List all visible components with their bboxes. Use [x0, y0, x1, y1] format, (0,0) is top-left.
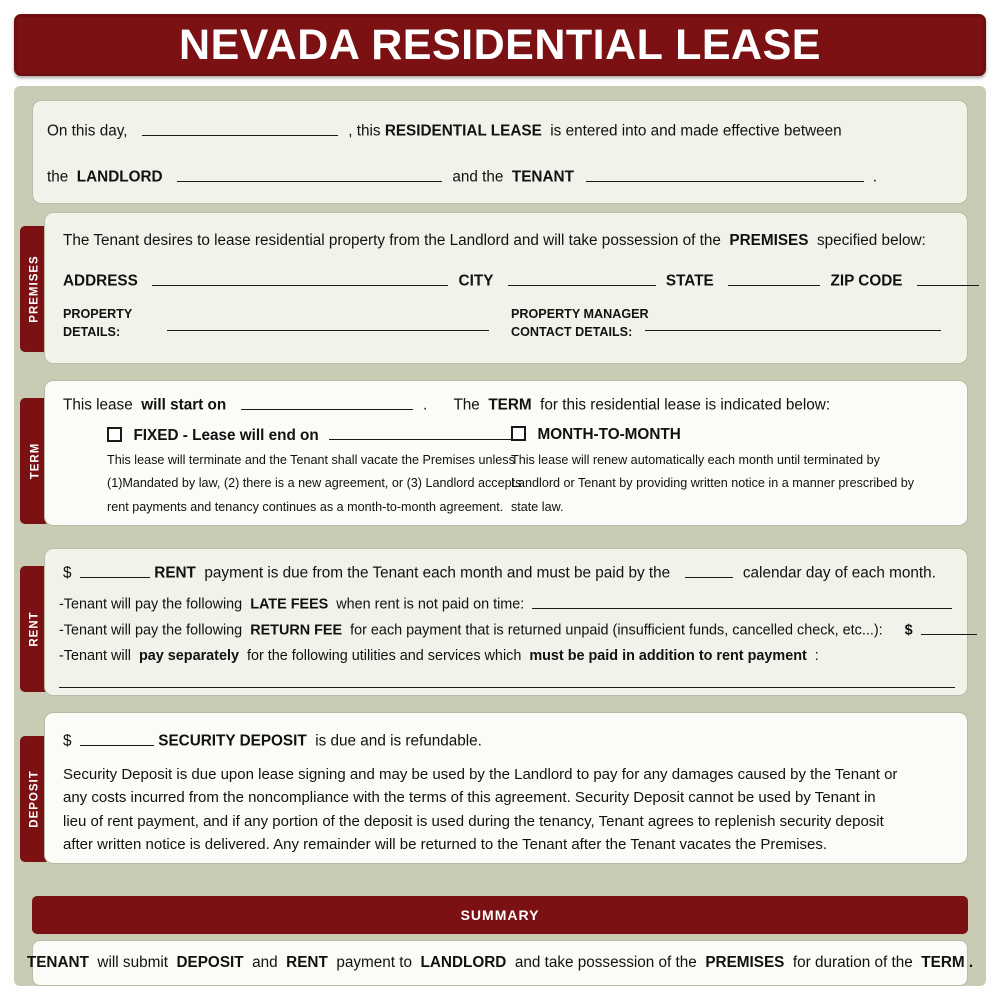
- term-word: TERM: [488, 396, 536, 414]
- rent-word: RENT: [154, 564, 201, 582]
- tenant-name-field[interactable]: [586, 167, 864, 182]
- utilities-mid: for the following utilities and services which: [246, 648, 526, 664]
- summary-bar: [32, 896, 968, 934]
- address-label: ADDRESS: [63, 272, 143, 290]
- rent-text-1: payment is due from the Tenant each month and must be paid by the: [204, 564, 675, 582]
- intro-card: [32, 100, 968, 204]
- premises-intro-post: specified below:: [816, 232, 931, 249]
- pay-separately-label: pay separately: [138, 648, 243, 664]
- late-fee-pre: -Tenant will pay the following: [59, 596, 247, 613]
- deposit-body-line4: after written notice is delivered. Any remainder will be returned to the Tenant after the Tenant vacates the Premises.: [63, 835, 828, 853]
- summary-card: [26, 940, 974, 986]
- premises-intro-pre: The Tenant desires to lease residential property from the Landlord and will take possession of the: [63, 232, 726, 249]
- term-start-pre: This lease: [63, 396, 137, 414]
- deposit-amount-field[interactable]: [80, 731, 154, 746]
- term-card: [44, 380, 968, 526]
- term-pre: The: [453, 396, 485, 414]
- intro-pre-text: On this day,: [47, 122, 132, 140]
- summary-text-1: will submit: [97, 953, 173, 971]
- month-to-month-label: MONTH-TO-MONTH: [537, 426, 681, 443]
- premises-card: [44, 212, 968, 364]
- utilities-colon: :: [814, 648, 819, 664]
- term-start-bold: will start on: [141, 396, 231, 414]
- term-start-period: .: [422, 396, 428, 414]
- zip-label: ZIP CODE: [830, 272, 907, 290]
- summary-rent: RENT: [286, 953, 333, 971]
- zip-field[interactable]: [917, 271, 979, 286]
- intro-and-text: and the: [452, 168, 508, 186]
- late-fees-field[interactable]: [532, 595, 952, 609]
- property-details-label-line1: PROPERTY: [63, 307, 133, 321]
- state-label: STATE: [665, 272, 718, 290]
- rent-due-day-field[interactable]: [685, 563, 733, 578]
- state-field[interactable]: [728, 271, 820, 286]
- property-details-field[interactable]: [167, 330, 489, 331]
- summary-text-4: and take possession of the: [514, 953, 702, 971]
- mtm-body-line3: state law.: [511, 499, 564, 514]
- summary-tenant: TENANT: [26, 953, 94, 971]
- address-field[interactable]: [152, 271, 448, 286]
- summary-text-3: payment to: [336, 953, 417, 971]
- premises-word: PREMISES: [729, 232, 813, 249]
- tenant-label: TENANT: [511, 168, 579, 186]
- summary-bar-label: SUMMARY: [460, 907, 540, 923]
- deposit-card: [44, 712, 968, 864]
- lease-start-date-field[interactable]: [241, 395, 413, 410]
- city-field[interactable]: [508, 271, 656, 286]
- summary-period: .: [968, 953, 974, 971]
- summary-text-5: for duration of the: [792, 953, 918, 971]
- page-title: NEVADA RESIDENTIAL LEASE: [179, 20, 821, 69]
- summary-deposit: DEPOSIT: [176, 953, 248, 971]
- residential-lease-label: RESIDENTIAL LEASE: [384, 122, 547, 140]
- utilities-pre: -Tenant will: [59, 648, 135, 664]
- intro-period: .: [872, 168, 877, 186]
- deposit-body-line2: any costs incurred from the noncompliance with the terms of this agreement. Security Deposit cannot be used by Tenant in: [63, 789, 876, 807]
- fixed-body-line1: This lease will terminate and the Tenant shall vacate the Premises unless: [107, 453, 515, 467]
- landlord-name-field[interactable]: [177, 167, 442, 182]
- manager-label-line2: CONTACT DETAILS:: [511, 325, 633, 340]
- rent-dollar-sign: $: [63, 564, 76, 582]
- deposit-dollar-sign: $: [63, 732, 76, 750]
- fixed-body-line3: rent payments and tenancy continues as a month-to-month agreement.: [107, 499, 504, 514]
- must-be-paid-label: must be paid in addition to rent payment: [529, 648, 811, 664]
- date-blank-field[interactable]: [142, 121, 338, 136]
- return-fee-pre: -Tenant will pay the following: [59, 622, 247, 639]
- section-tab-premises-label: PREMISES: [29, 255, 41, 323]
- return-fee-field[interactable]: [921, 621, 977, 635]
- document-title-banner: [14, 14, 986, 76]
- intro-the-text: the: [47, 168, 73, 186]
- city-label: CITY: [458, 272, 498, 290]
- return-fee-post: for each payment that is returned unpaid (insufficient funds, cancelled check, etc...):: [350, 622, 887, 639]
- return-fee-label: RETURN FEE: [250, 622, 347, 639]
- fixed-term-label: FIXED - Lease will end on: [133, 427, 319, 445]
- term-post: for this residential lease is indicated below:: [540, 396, 835, 414]
- intro-post-text: is entered into and made effective between: [550, 122, 846, 140]
- fixed-body-line2: (1)Mandated by law, (2) there is a new agreement, or (3) Landlord accepts: [107, 476, 522, 491]
- utilities-field[interactable]: [59, 687, 955, 688]
- rent-card: [44, 548, 968, 696]
- intro-mid-text: , this: [348, 122, 381, 140]
- deposit-heading-post: is due and is refundable.: [315, 732, 487, 750]
- mtm-body-line1: This lease will renew automatically each month until terminated by: [511, 453, 880, 467]
- summary-term: TERM: [921, 953, 969, 971]
- deposit-body-line1: Security Deposit is due upon lease signing and may be used by the Landlord to pay for any damages caused by the Tenant or: [63, 766, 898, 783]
- security-deposit-label: SECURITY DEPOSIT: [158, 732, 311, 750]
- return-fee-dollar-sign: $: [904, 622, 917, 639]
- late-fee-post: when rent is not paid on time:: [336, 596, 529, 613]
- section-tab-term-label: TERM: [29, 442, 41, 480]
- lease-end-date-field[interactable]: [329, 425, 511, 440]
- month-to-month-checkbox[interactable]: [511, 426, 526, 441]
- property-details-label-line2: DETAILS:: [63, 325, 121, 340]
- section-tab-deposit-label: DEPOSIT: [29, 770, 42, 828]
- fixed-term-checkbox[interactable]: [107, 427, 122, 442]
- manager-label-line1: PROPERTY MANAGER: [511, 307, 649, 321]
- deposit-body-line3: lieu of rent payment, and if any portion of the deposit is used during the tenancy, Tenant agrees to replenish security deposit: [63, 812, 884, 830]
- rent-amount-field[interactable]: [80, 563, 150, 578]
- manager-contact-field[interactable]: [645, 330, 941, 331]
- mtm-body-line2: Landlord or Tenant by providing written notice in a manner prescribed by: [511, 476, 914, 491]
- summary-landlord: LANDLORD: [420, 953, 511, 971]
- late-fees-label: LATE FEES: [250, 596, 333, 613]
- landlord-label: LANDLORD: [76, 168, 167, 186]
- summary-premises: PREMISES: [705, 953, 789, 971]
- rent-text-2: calendar day of each month.: [742, 564, 941, 582]
- section-tab-rent-label: RENT: [29, 611, 41, 647]
- summary-text-2: and: [252, 953, 282, 971]
